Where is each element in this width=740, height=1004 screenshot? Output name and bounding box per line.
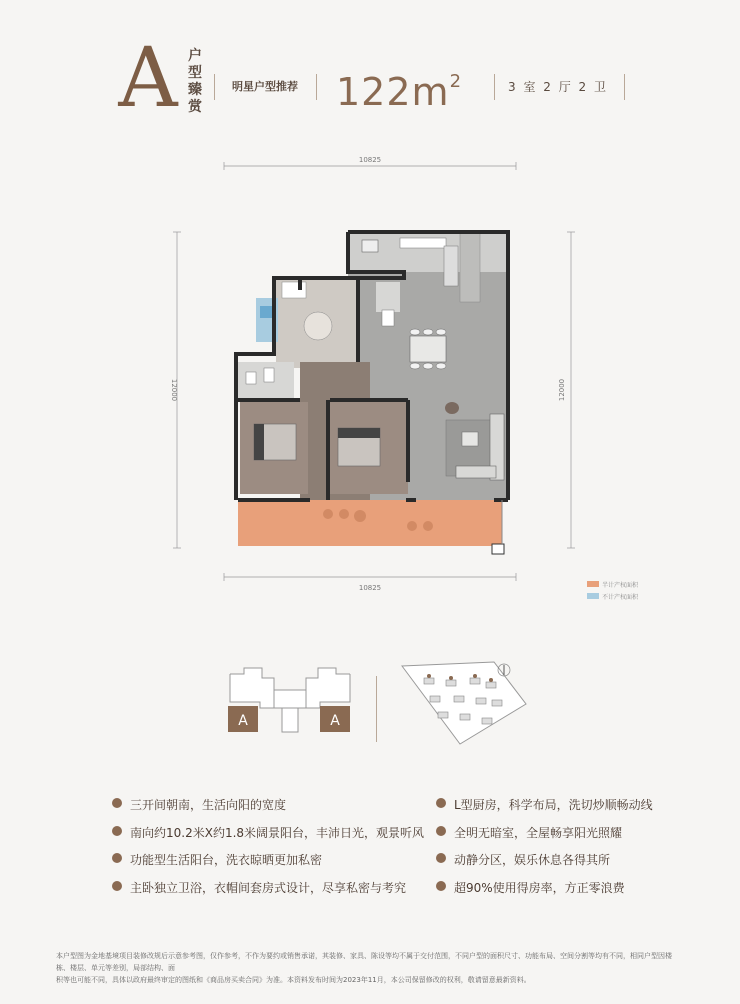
feature-bullet-icon [436,853,446,863]
unit-letter: A [118,31,178,126]
header-divider [316,74,317,100]
dim-left: 12000 [170,378,178,402]
feature-right-3: 动静分区，娱乐休息各得其所 [454,853,611,867]
legend-label-excluded: 不计产权面积 [602,594,639,601]
floor-plan [150,150,610,610]
dim-bottom: 10825 [358,584,382,592]
feature-bullet-icon [436,826,446,836]
unit-a-label-left: A [238,713,248,729]
feature-left-2: 南向约10.2米X约1.8米阔景阳台，丰沛日光，观景听风 [130,826,425,840]
room-count: 3 室 2 厅 2 卫 [508,80,608,94]
dim-right: 12000 [558,378,566,402]
feature-bullet-icon [112,853,122,863]
disclaimer-line-2: 积等也可能不同，具体以政府最终审定的图纸和《商品房买卖合同》为准。本资料发布时间为2023年11月，本公司保留修改的权利，敬请留意最新资料。 [56,976,531,984]
feature-left-3: 功能型生活阳台，洗衣晾晒更加私密 [130,853,323,867]
header-divider [624,74,625,100]
feature-bullet-icon [112,826,122,836]
feature-right-4: 超90%使用得房率，方正零浪费 [454,881,625,895]
building-key-plan [222,664,358,738]
legend-swatch-excluded [587,593,599,599]
feature-bullet-icon [112,881,122,891]
dim-top: 10825 [358,156,382,164]
recommend-label: 明星户型推荐 [232,80,298,93]
feature-bullet-icon [112,798,122,808]
dining-table [410,336,446,362]
key-plan-divider [376,676,377,742]
feature-right-2: 全明无暗室，全屋畅享阳光照耀 [454,826,623,840]
south-balcony [238,500,502,546]
disclaimer-line-1: 本户型图为金地基境项目装修改规后示意参考图，仅作参考，不作为要约或销售承诺，其装修、家具、陈设等均不属于交付范围，不同户型的面积尺寸、功能布局、空间分割等均有不同，相同户型因楼栋、楼层、单元等差别，局部结构、面 [56,952,672,972]
legend-label-half: 半计产权面积 [602,582,639,589]
feature-bullet-icon [436,881,446,891]
legend-swatch-half [587,581,599,587]
feature-left-4: 主卧独立卫浴，衣帽间套房式设计，尽享私密与考究 [130,881,407,895]
site-plan [398,660,538,748]
disclaimer [56,950,684,986]
header-divider [214,74,215,100]
feature-right-1: L型厨房，科学布局，洗切炒顺畅动线 [454,798,653,812]
area-value: $122m^2$ [336,70,463,114]
feature-left-1: 三开间朝南，生活向阳的宽度 [130,798,287,812]
feature-bullet-icon [436,798,446,808]
bathroom-2 [376,282,400,312]
header-divider [494,74,495,100]
header-vertical-title: 户型臻赏 [188,48,202,115]
unit-a-label-right: A [330,713,340,729]
